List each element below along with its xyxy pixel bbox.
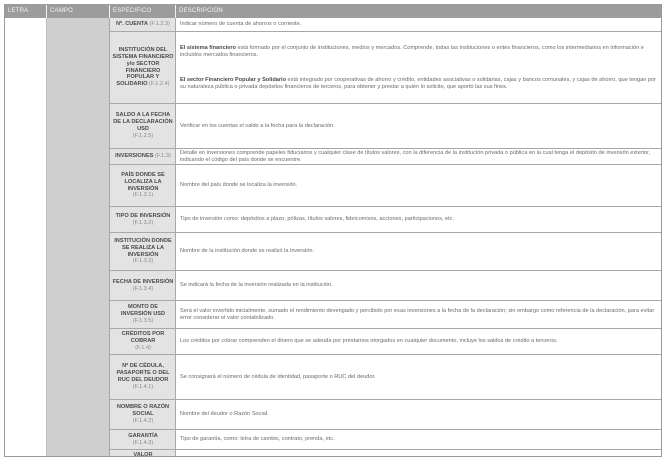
spec-label: MONTO DE INVERSIÓN USD — [120, 304, 166, 318]
spec-cell-creditos — [110, 329, 176, 355]
spec-code: (F.1.3.5) — [132, 317, 154, 324]
desc-text: Nombre de la institución donde se realizó la inversión. — [180, 248, 315, 254]
desc-cell-valor — [176, 450, 662, 457]
spec-code: (F.1.2.4) — [149, 81, 170, 88]
desc-text: está integrado por cooperativas de ahorro y crédito, entidades asociativas o solidarias, cajas y bancos comunales, y cajas de ahorro, que tengan por su naturaleza pública o privada depósitos financieros de terceros, para obtener y prestar a quién lo solicite, que aportó las sus fines. — [180, 76, 657, 90]
desc-text: está formado por el conjunto de instituciones, medios y mercados. Comprende, todas las instituciones o entes financieros, como los intermediarios en información e incluidos mercados financieros. — [180, 44, 644, 58]
desc-cell-saldo — [176, 104, 662, 149]
specification-table — [4, 4, 662, 457]
spec-cell-saldo — [110, 104, 176, 149]
spec-label: NOMBRE O RAZÓN SOCIAL — [116, 404, 170, 418]
desc-text: Los créditos por cobrar comprenden el dinero que se adeuda por préstamos otorgados en cualquier documento, incluye los saldos de crédito a terceros. — [180, 338, 558, 344]
letra-column — [5, 18, 47, 457]
desc-text: Se indicará la fecha de la inversión realizada en la institución. — [180, 282, 333, 288]
desc-cell-pais — [176, 165, 662, 207]
spec-code: (F.1.4.3) — [132, 439, 154, 446]
desc-cell-nombre — [176, 400, 662, 430]
spec-cell-garantia — [110, 430, 176, 450]
spec-cell-inversiones — [110, 149, 176, 165]
desc-cell-fecha — [176, 271, 662, 301]
spec-code: (F.1.3) — [154, 153, 171, 160]
spec-label: Nº. CUENTA — [116, 21, 148, 28]
desc-cell-institucion-inversion — [176, 233, 662, 271]
desc-cell-cuenta — [176, 18, 662, 32]
spec-label: VALOR — [133, 451, 153, 457]
spec-label: INSTITUCIÓN DONDE SE REALIZA LA INVERSIÓN — [114, 237, 172, 258]
spec-cell-valor — [110, 450, 176, 457]
spec-code: (F.1.3.4) — [132, 285, 154, 292]
desc-bold: El sistema financiero — [180, 44, 236, 51]
header-letra: LETRA — [5, 5, 47, 18]
desc-text: Será el valor invertido inicialmente, sumado el rendimiento devengado y percibido por esas inversiones a la fecha de la declaración; sin embargo como referencia de la declaración, para evitar error considerar el valor contabilizado. — [180, 307, 655, 321]
desc-text: Tipo de inversión como: depósitos a plazo, pólizas, títulos valores, fideicomisos, acciones, participaciones, etc. — [180, 216, 455, 222]
spec-label: SALDO A LA FECHA DE LA DECLARACIÓN USD — [113, 112, 173, 132]
spec-label: TIPO DE INVERSIÓN — [115, 212, 171, 219]
spec-code: (F.1.4.2) — [132, 417, 154, 424]
desc-cell-creditos — [176, 329, 662, 355]
desc-cell-tipo — [176, 207, 662, 233]
desc-text: Detalle en inversiones comprende papeles fiduciarios y cualquier clase de títulos valores, con la diferencia de la institución privada o pública en la cual tenga el depósito de inversión exterior, indicando el código del país donde se encuentre. — [180, 149, 651, 163]
desc-text: Se consignará el número de cédula de identidad, pasaporte o RUC del deudor. — [180, 373, 376, 380]
spec-cell-tipo — [110, 207, 176, 233]
desc-cell-monto — [176, 301, 662, 329]
header-campo: CAMPO — [47, 5, 110, 18]
desc-text: Nombre del deudor o Razón Social. — [180, 411, 269, 417]
header-descripcion: DESCRIPCIÓN — [176, 5, 662, 18]
desc-text: Nombre del país donde se localiza la inversión. — [180, 182, 298, 188]
desc-bold: El sector Financiero Popular y Solidario — [180, 76, 286, 83]
spec-cell-institucion-inversion — [110, 233, 176, 271]
spec-label: CRÉDITOS POR COBRAR — [121, 331, 165, 345]
spec-cell-fecha — [110, 271, 176, 301]
spec-code: (F.1.3.3) — [132, 258, 154, 265]
spec-code: (F.1.2.5) — [132, 132, 154, 139]
spec-code: (F.1.3.1) — [132, 192, 154, 199]
spec-cell-cuenta — [110, 18, 176, 32]
desc-cell-inversiones — [176, 149, 662, 165]
desc-cell-garantia — [176, 430, 662, 450]
spec-label: INSTITUCIÓN DEL SISTEMA FINANCIERO y/o SECTOR FINANCIERO POPULAR Y SOLIDARIO — [112, 47, 174, 88]
spec-cell-monto — [110, 301, 176, 329]
spec-cell-pais — [110, 165, 176, 207]
spec-cell-nombre — [110, 400, 176, 430]
spec-label: Nº DE CÉDULA, PASAPORTE O DEL RUC DEL DEUDOR — [116, 363, 170, 383]
spec-label: FECHA DE INVERSIÓN — [112, 278, 174, 285]
desc-cell-institucion — [176, 32, 662, 104]
spec-code: (F.1.3.2) — [132, 219, 154, 226]
desc-text: Verificar en los cuentas el saldo a la fecha para la declaración. — [180, 122, 335, 129]
spec-label: INVERSIONES — [115, 153, 154, 160]
spec-label: GARANTÍA — [128, 432, 158, 439]
spec-code: (F.1.4) — [135, 344, 151, 351]
desc-text: Tipo de garantía, como: letra de cambio, contrato, prenda, etc. — [180, 436, 335, 442]
desc-text: Indicar número de cuenta de ahorros o corriente. — [180, 21, 302, 27]
header-especifico: ESPECIFICO — [110, 5, 176, 18]
spec-cell-cedula — [110, 355, 176, 400]
spec-code: (F.1.4.1) — [132, 383, 154, 390]
spec-code: (F.1.2.3) — [149, 21, 170, 28]
spec-label: PAÍS DONDE SE LOCALIZA LA INVERSIÓN — [121, 171, 165, 192]
desc-cell-cedula — [176, 355, 662, 400]
campo-column — [47, 18, 110, 457]
spec-cell-institucion — [110, 32, 176, 104]
